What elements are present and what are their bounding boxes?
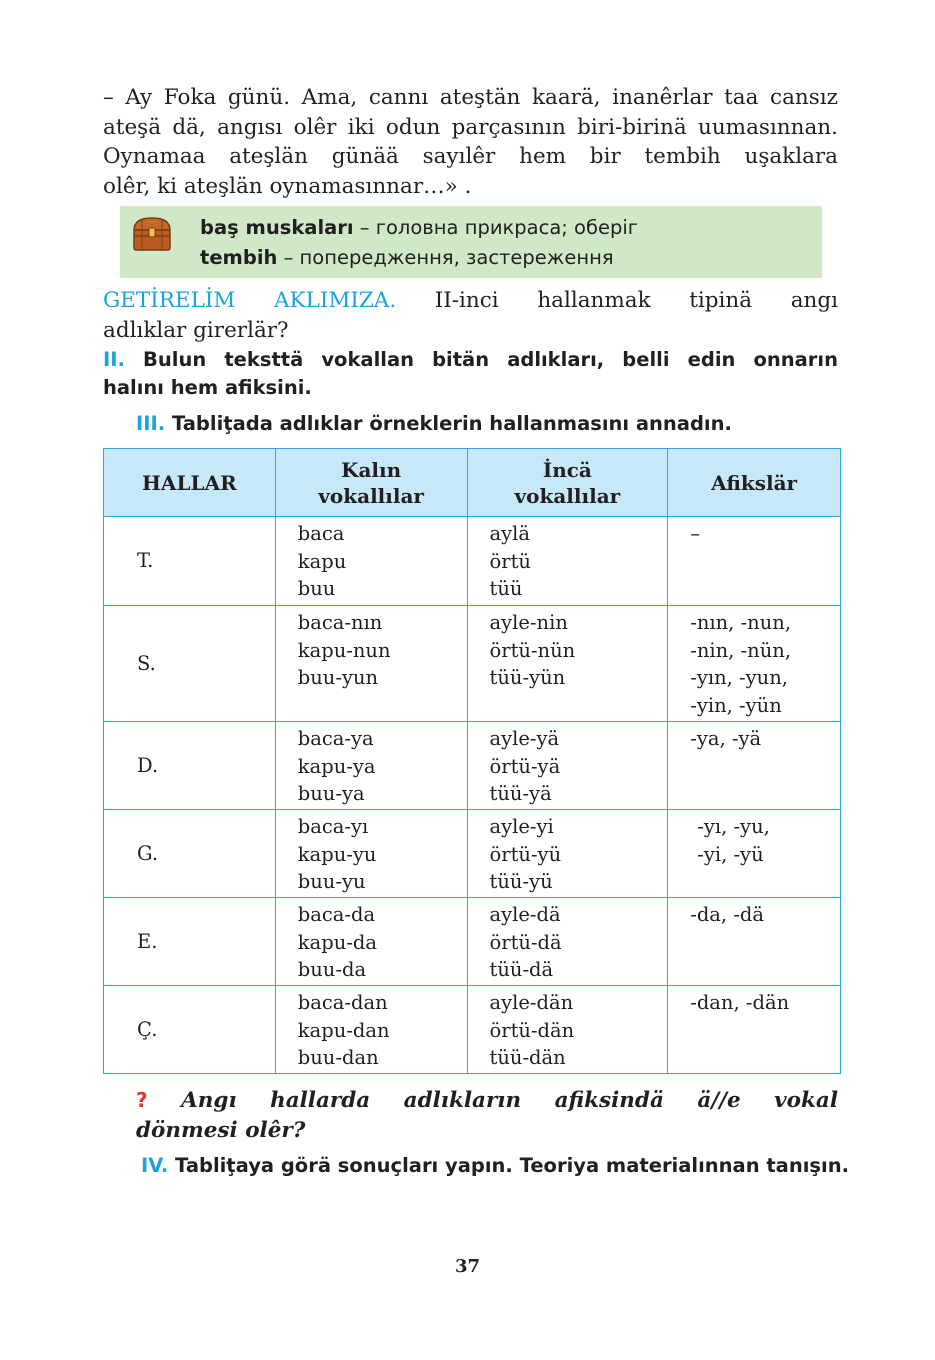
intro-line: olêr, ki ateşlän oynamasınnar…» . <box>103 173 472 199</box>
kalin-cell-line: baca-yı <box>297 815 369 838</box>
intro-line: – Ay Foka günü. Ama, cannı ateştän kaarä, inanêrlar taa cansız <box>103 85 838 110</box>
case-cell <box>104 517 276 606</box>
kalin-cell <box>275 986 467 1074</box>
case-cell-line: S. <box>137 651 156 675</box>
ince-cell <box>467 898 668 986</box>
header-hallar: HALLAR <box>104 449 276 517</box>
page-number: 37 <box>454 1256 481 1277</box>
task-text: halını hem afiksini. <box>103 376 312 399</box>
case-cell <box>104 986 276 1074</box>
glossary-box <box>120 206 822 278</box>
question <box>136 1085 838 1146</box>
table-row <box>104 986 841 1074</box>
kalin-cell-line: baca-ya <box>297 727 374 750</box>
intro-line: Oynamaa ateşlän günää sayılêr hem bir tembih uşaklara <box>103 144 838 169</box>
ince-cell-line: örtü-dä <box>489 930 562 954</box>
afiks-cell <box>668 722 841 810</box>
recall-text: II-inci hallanmak tipinä angı <box>396 288 839 313</box>
task-number: III. <box>136 412 166 435</box>
glossary-definition: – головна прикраса; оберіг <box>353 216 639 239</box>
ince-cell-line: ayle-dän <box>489 991 574 1014</box>
kalin-cell-line: kapu <box>297 549 347 573</box>
kalin-cell-line: buu-dan <box>297 1046 379 1069</box>
glossary-item <box>200 215 638 241</box>
afiks-cell <box>668 810 841 898</box>
ince-cell-line: tüü-yü <box>489 870 553 893</box>
recall-heading: GETİRELİM AKLIMIZA. <box>103 288 397 313</box>
kalin-cell-line: kapu-yu <box>297 842 377 866</box>
glossary-term: baş muskaları <box>200 216 354 239</box>
case-cell-line: Ç. <box>137 1017 158 1041</box>
question-text: dönmesi olêr? <box>136 1118 306 1143</box>
afiks-cell <box>668 606 841 722</box>
intro-line: ateşä dä, angısı olêr iki odun parçasının biri-birinä uumasınnan. <box>103 114 838 140</box>
afiks-cell-line: -dan, -dän <box>690 991 790 1014</box>
kalin-cell <box>275 810 467 898</box>
afiks-cell-line: -yın, -yun, <box>690 666 788 689</box>
ince-cell <box>467 722 668 810</box>
case-cell-line: E. <box>137 929 158 953</box>
header-afiksler: Afikslär <box>668 449 841 517</box>
treasure-chest-icon <box>130 214 174 254</box>
table-row <box>104 606 841 722</box>
kalin-cell-line: kapu-nun <box>297 638 391 662</box>
table-row <box>104 517 841 606</box>
kalin-cell-line: buu-yun <box>297 666 379 689</box>
kalin-cell-line: kapu-da <box>297 930 377 954</box>
case-cell <box>104 810 276 898</box>
afiks-cell-line: -yi, -yü <box>697 842 764 866</box>
afiks-cell-line: -yı, -yu, <box>697 815 770 838</box>
kalin-cell-line: buu-ya <box>297 782 365 805</box>
header-kalin: Kalın vokallılar <box>275 449 467 517</box>
kalin-cell-line: baca-nın <box>297 611 383 634</box>
kalin-cell-line: baca-dan <box>297 991 388 1014</box>
afiks-cell-line: -nın, -nun, <box>690 611 792 634</box>
question-mark-icon: ? <box>136 1088 148 1112</box>
table-row <box>104 810 841 898</box>
ince-cell-line: tüü-dä <box>489 958 554 981</box>
ince-cell-line: ayle-yi <box>489 815 554 838</box>
kalin-cell-line: baca-da <box>297 903 376 926</box>
afiks-cell-line: -ya, -yä <box>690 727 762 750</box>
afiks-cell <box>668 898 841 986</box>
recall-question <box>103 286 838 345</box>
task-text: Tabliţaya görä sonuçları yapın. Teoriya materialınnan tanışın. <box>168 1154 849 1177</box>
table-row <box>104 898 841 986</box>
ince-cell-line: tüü-yün <box>489 666 566 689</box>
ince-cell-line: ayle-nin <box>489 611 568 634</box>
kalin-cell-line: baca <box>297 522 345 545</box>
ince-cell-line: tüü-yä <box>489 782 552 805</box>
ince-cell-line: tüü <box>489 577 523 600</box>
intro-paragraph <box>103 83 838 201</box>
task-number: IV. <box>141 1154 169 1177</box>
afiks-cell-line: -da, -dä <box>690 903 765 926</box>
ince-cell-line: örtü <box>489 549 531 573</box>
ince-cell-line: tüü-dän <box>489 1046 566 1069</box>
case-table <box>103 448 841 1074</box>
glossary-definition: – попередження, застереження <box>277 246 614 269</box>
ince-cell-line: ayle-dä <box>489 903 561 926</box>
case-cell-line: D. <box>137 753 159 777</box>
kalin-cell-line: kapu-dan <box>297 1018 390 1042</box>
ince-cell-line: örtü-dän <box>489 1018 575 1042</box>
case-cell <box>104 722 276 810</box>
task-text: Bulun teksttä vokallan bitän adlıkları, belli edin onnarın <box>124 348 838 371</box>
kalin-cell <box>275 898 467 986</box>
case-cell <box>104 898 276 986</box>
ince-cell-line: örtü-yä <box>489 754 561 778</box>
afiks-cell-line: – <box>690 522 700 545</box>
kalin-cell-line: buu-yu <box>297 870 366 893</box>
case-cell-line: T. <box>137 549 154 573</box>
task-text: Tabliţada adlıklar örneklerin hallanmasını annadın. <box>165 412 732 435</box>
case-cell <box>104 606 276 722</box>
ince-cell <box>467 986 668 1074</box>
case-cell-line: G. <box>137 841 159 865</box>
task-3 <box>136 410 732 438</box>
glossary-item <box>200 245 614 271</box>
afiks-cell-line: -yin, -yün <box>690 693 782 717</box>
header-ince: İncä vokallılar <box>467 449 668 517</box>
afiks-cell-line: -nin, -nün, <box>690 638 792 662</box>
task-4 <box>141 1152 849 1180</box>
ince-cell <box>467 517 668 606</box>
ince-cell-line: aylä <box>489 522 531 545</box>
glossary-term: tembih <box>200 246 278 269</box>
kalin-cell <box>275 722 467 810</box>
kalin-cell-line: buu-da <box>297 958 367 981</box>
question-text: Angı hallarda adlıkların afiksindä ä//e vokal <box>181 1088 838 1113</box>
ince-cell-line: ayle-yä <box>489 727 560 750</box>
recall-line <box>103 286 838 316</box>
ince-cell-line: örtü-nün <box>489 638 576 662</box>
recall-text: adlıklar girerlär? <box>103 317 289 343</box>
task-line <box>103 346 838 374</box>
kalin-cell <box>275 517 467 606</box>
table-row <box>104 722 841 810</box>
afiks-cell <box>668 986 841 1074</box>
kalin-cell <box>275 606 467 722</box>
table-header-row <box>104 449 841 517</box>
question-line <box>136 1085 838 1116</box>
task-2 <box>103 346 838 402</box>
ince-cell-line: örtü-yü <box>489 842 562 866</box>
kalin-cell-line: kapu-ya <box>297 754 376 778</box>
afiks-cell <box>668 517 841 606</box>
kalin-cell-line: buu <box>297 577 336 600</box>
ince-cell <box>467 606 668 722</box>
ince-cell <box>467 810 668 898</box>
task-number: II. <box>103 348 125 371</box>
